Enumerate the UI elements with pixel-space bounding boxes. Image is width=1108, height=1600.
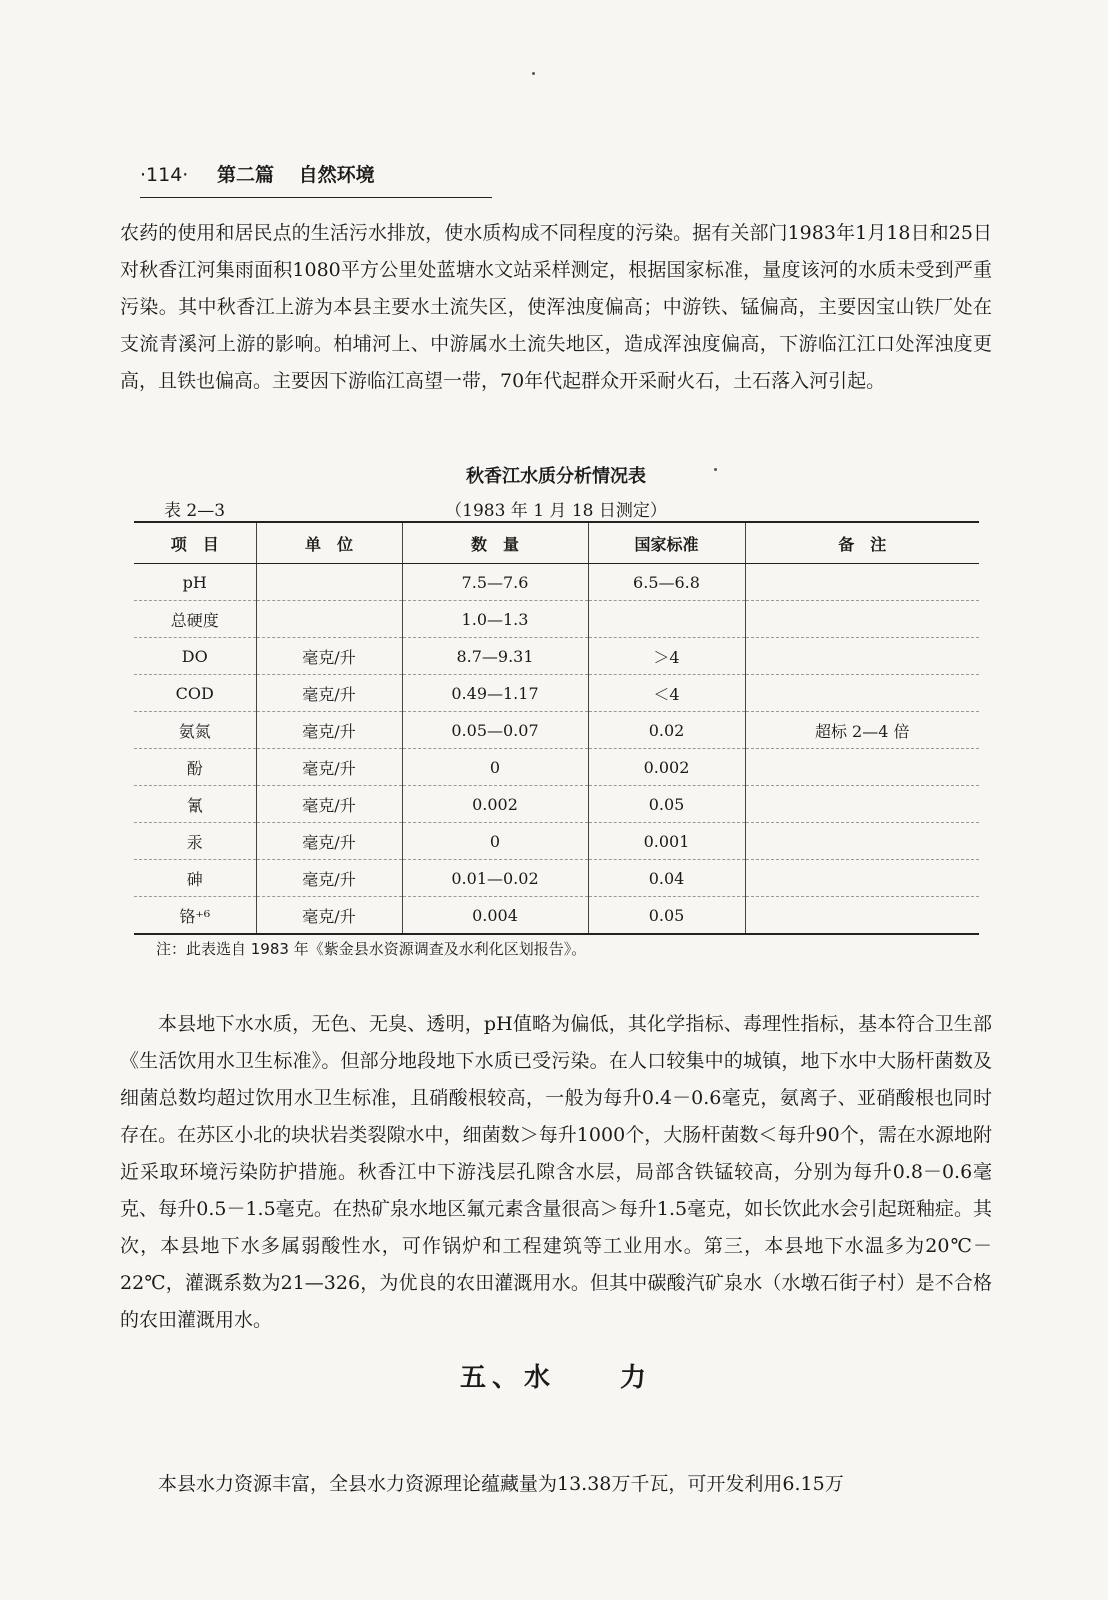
table-cell: 酚 [134, 749, 256, 786]
table-cell: pH [134, 564, 256, 601]
table-cell: 毫克/升 [256, 823, 402, 860]
table-cell [745, 675, 979, 712]
table-row [134, 749, 979, 786]
table-cell: 毫克/升 [256, 675, 402, 712]
table-cell: 0.05 [588, 786, 745, 823]
table-cell [256, 601, 402, 638]
section-title: 五、水 力 [459, 1363, 652, 1393]
table-cell [745, 897, 979, 935]
table-cell: 0.04 [588, 860, 745, 897]
header-quantity: 数 量 [402, 522, 588, 564]
table-cell: 0.01—0.02 [402, 860, 588, 897]
table-title: 秋香江水质分析情况表 [466, 466, 646, 487]
scan-speck [532, 72, 535, 75]
table-subtitle: （1983 年 1 月 18 日测定） [445, 501, 667, 521]
table-row [134, 897, 979, 935]
table-cell: 8.7—9.31 [402, 638, 588, 675]
table-cell [745, 638, 979, 675]
table-id: 表 2—3 [164, 501, 226, 521]
table-cell: DO [134, 638, 256, 675]
table-row [134, 712, 979, 749]
table-cell [745, 564, 979, 601]
table-cell: 0 [402, 749, 588, 786]
table-cell [745, 601, 979, 638]
table-row [134, 860, 979, 897]
table-cell: 氨氮 [134, 712, 256, 749]
table-cell: 砷 [134, 860, 256, 897]
table-row [134, 638, 979, 675]
table-cell [745, 860, 979, 897]
table-row [134, 823, 979, 860]
table-cell [588, 601, 745, 638]
table-cell: 0.49—1.17 [402, 675, 588, 712]
header-standard: 国家标准 [588, 522, 745, 564]
chapter-title: 自然环境 [298, 164, 375, 186]
table-cell: 0.001 [588, 823, 745, 860]
table-cell: 0 [402, 823, 588, 860]
table-row [134, 786, 979, 823]
table-cell: ＞4 [588, 638, 745, 675]
table-cell: ＜4 [588, 675, 745, 712]
table-cell: 7.5—7.6 [402, 564, 588, 601]
water-quality-table [134, 521, 979, 935]
paragraph-groundwater: 本县地下水水质，无色、无臭、透明，pH值略为偏低，其化学指标、毒理性指标，基本符合卫生部《生活饮用水卫生标准》。但部分地段地下水质已受污染。在人口较集中的城镇，地下水中大肠杆菌数及细菌总数均超过饮用水卫生标准，且硝酸根较高，一般为每升0.4－0.6毫克，氨离子、亚硝酸根也同时存在。在苏区小北的块状岩类裂隙水中，细菌数＞每升1000个，大肠杆菌数＜每升90个，需在水源地附近采取环境污染防护措施。秋香江中下游浅层孔隙含水层，局部含铁锰较高，分别为每升0.8－0.6毫克、每升0.5－1.5毫克。在热矿泉水地区氟元素含量很高＞每升1.5毫克，如长饮此水会引起斑釉症。其次，本县地下水多属弱酸性水，可作锅炉和工程建筑等工业用水。第三，本县地下水温多为20℃－22℃，灌溉系数为21—326，为优良的农田灌溉用水。但其中碳酸汽矿泉水（水墩石街子村）是不合格的农田灌溉用水。 [120, 1013, 992, 1331]
table-header-row [134, 522, 979, 564]
table-cell: 毫克/升 [256, 638, 402, 675]
table-cell: 6.5—6.8 [588, 564, 745, 601]
table-cell: 毫克/升 [256, 712, 402, 749]
table-cell: 铬⁺⁶ [134, 897, 256, 935]
table-cell: 0.002 [588, 749, 745, 786]
table-cell: 0.05 [588, 897, 745, 935]
header-item: 项 目 [134, 522, 256, 564]
table-row [134, 564, 979, 601]
table-cell: 汞 [134, 823, 256, 860]
table-cell: 0.004 [402, 897, 588, 935]
table-cell: 0.02 [588, 712, 745, 749]
table-cell: 总硬度 [134, 601, 256, 638]
paragraph-water-pollution: 农药的使用和居民点的生活污水排放，使水质构成不同程度的污染。据有关部门1983年1月18日和25日对秋香江河集雨面积1080平方公里处蓝塘水文站采样测定，根据国家标准，量度该河的水质未受到严重污染。其中秋香江上游为本县主要水土流失区，使浑浊度偏高；中游铁、锰偏高，主要因宝山铁厂处在支流青溪河上游的影响。柏埔河上、中游属水土流失地区，造成浑浊度偏高，下游临江江口处浑浊度更高，且铁也偏高。主要因下游临江高望一带，70年代起群众开采耐火石，土石落入河引起。 [120, 222, 992, 392]
table-cell: 0.05—0.07 [402, 712, 588, 749]
table-cell: COD [134, 675, 256, 712]
table-cell [745, 786, 979, 823]
page-header [140, 160, 492, 198]
table-cell [745, 749, 979, 786]
scan-speck [714, 468, 717, 471]
table-note: 注：此表选自 1983 年《紫金县水资源调查及水利化区划报告》。 [156, 940, 587, 958]
table-cell: 毫克/升 [256, 897, 402, 935]
table-cell: 0.002 [402, 786, 588, 823]
table-cell [256, 564, 402, 601]
table-row [134, 601, 979, 638]
table-cell [745, 823, 979, 860]
header-unit: 单 位 [256, 522, 402, 564]
table-cell: 超标 2—4 倍 [745, 712, 979, 749]
paragraph-hydropower: 本县水力资源丰富，全县水力资源理论蕴藏量为13.38万千瓦，可开发利用6.15万 [158, 1473, 844, 1495]
part-title: 第二篇 [216, 164, 274, 186]
header-remarks: 备 注 [745, 522, 979, 564]
table-cell: 毫克/升 [256, 860, 402, 897]
table-cell: 氰 [134, 786, 256, 823]
page-number: ·114· [140, 164, 189, 186]
table-cell: 毫克/升 [256, 786, 402, 823]
table-cell: 1.0—1.3 [402, 601, 588, 638]
table-cell: 毫克/升 [256, 749, 402, 786]
table-row [134, 675, 979, 712]
